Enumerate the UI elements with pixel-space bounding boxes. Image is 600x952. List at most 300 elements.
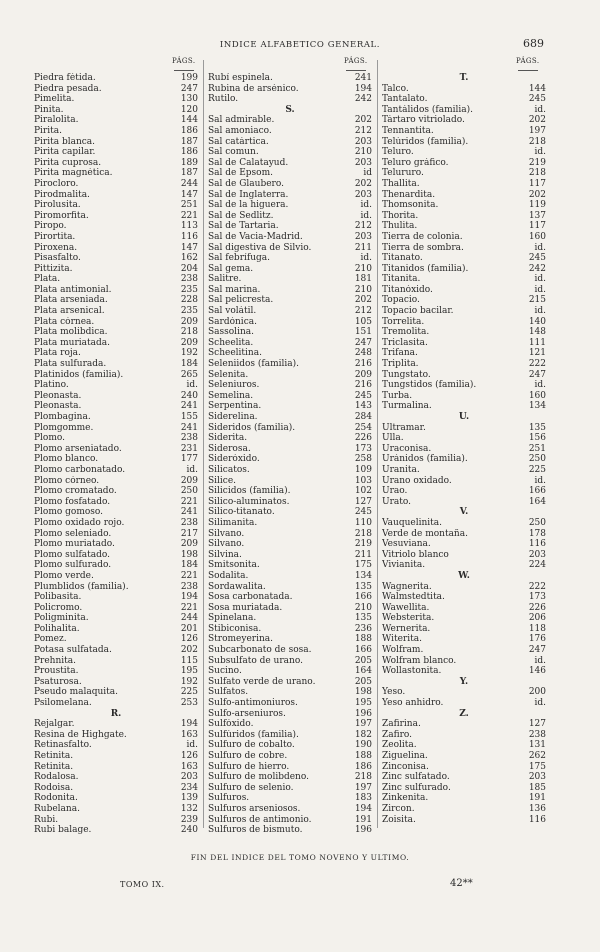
entry-name: Sulfuro de selenio. [208,782,294,793]
entry-name: Psilomelana. [34,698,92,709]
entry-name: Witerita. [382,634,422,645]
entry-name: Sulfatos. [208,687,249,698]
entry-page: 144 [180,115,198,126]
entry-name: Rutilo. [208,94,239,105]
index-entry [382,772,546,783]
index-entry [382,84,546,95]
index-entry [382,518,546,529]
index-entry [34,656,198,667]
index-entry [382,687,546,698]
entry-name: Piedra fétida. [34,73,96,83]
entry-name: Sal amoniaco. [208,125,272,136]
entry-page: 242 [354,94,372,105]
entry-name: Semelina. [208,390,254,401]
entry-name: Zinc sulfatado. [382,772,450,783]
entry-page: 120 [180,104,198,115]
entry-name: Pirita magnética. [34,168,113,179]
index-entry [34,285,198,296]
entry-name: Sal de Epsom. [208,168,273,179]
index-entry [382,751,546,762]
entry-name: Subsulfato de urano. [208,655,303,666]
index-entry [208,550,372,561]
index-entry [208,719,372,730]
entry-page: 250 [528,517,546,528]
index-entry [34,613,198,624]
index-entry [34,762,198,773]
entry-name: Plomo cromatado. [34,486,117,497]
index-entry [382,243,546,254]
index-entry [382,232,546,243]
column-2-pages-label: PÁGS. [344,57,368,65]
index-entry [382,285,546,296]
entry-page: id. [186,740,198,751]
index-entry [34,645,198,656]
index-entry [34,730,198,741]
index-entry [34,698,198,709]
section-letter: T. [459,73,469,83]
index-entry [34,221,198,232]
entry-page: 192 [180,348,198,359]
entry-page: 202 [354,115,372,126]
entry-page: 247 [528,645,546,656]
index-entry [34,370,198,381]
index-entry [382,560,546,571]
entry-name: Titanidos (familia). [382,263,469,274]
index-entry [208,592,372,603]
entry-name: Silico-aluminatos. [208,496,290,507]
entry-page: 197 [354,719,372,730]
entry-page: 156 [528,433,546,444]
index-entry [34,751,198,762]
entry-name: Tungstato. [382,369,431,380]
index-entry [382,645,546,656]
entry-name: Thomsonita. [382,200,439,211]
index-entry [208,740,372,751]
entry-page: 166 [354,592,372,603]
entry-name: Sal de Calatayud. [208,157,289,168]
entry-name: Scheelitina. [208,348,262,359]
entry-page: 234 [180,782,198,793]
index-entry [34,348,198,359]
entry-name: Zinkenita. [382,793,429,804]
index-entry [34,529,198,540]
entry-page: 225 [528,464,546,475]
entry-page: 203 [528,549,546,560]
entry-name: Tierra de colonia. [382,231,463,242]
entry-page: 241 [180,507,198,518]
entry-name: Wawellita. [382,602,430,613]
entry-page: 195 [354,698,372,709]
entry-page: 117 [528,178,546,189]
entry-page: 198 [180,549,198,560]
entry-page: 224 [528,560,546,571]
entry-page: 247 [528,369,546,380]
entry-page: 218 [528,136,546,147]
entry-name: Topacio. [382,295,420,306]
entry-page: 162 [180,253,198,264]
index-entry [208,772,372,783]
entry-page: 144 [528,83,546,94]
entry-page: 200 [528,687,546,698]
entry-name: Plomo. [34,433,66,444]
entry-page: 175 [528,761,546,772]
entry-name: Sal febrífuga. [208,253,270,264]
entry-name: Plomo fosfatado. [34,496,111,507]
index-entry [34,253,198,264]
entry-name: Scheelita. [208,337,254,348]
entry-name: Sal marina. [208,284,261,295]
entry-page: 238 [180,581,198,592]
entry-name: Proustita. [34,666,79,677]
section-letter: Z. [459,708,469,719]
entry-name: Pittizita. [34,263,73,274]
index-entry [208,666,372,677]
index-entry [34,592,198,603]
entry-name: Policromo. [34,602,83,613]
index-entry [34,147,198,158]
index-entry [34,550,198,561]
entry-page: 248 [354,348,372,359]
entry-name: Psaturosa. [34,676,82,687]
index-entry [382,264,546,275]
entry-name: Wolfram blanco. [382,655,457,666]
entry-name: Ulla. [382,433,404,444]
entry-name: Sal digestiva de Silvio. [208,242,312,253]
entry-page: 109 [354,464,372,475]
entry-page: 196 [354,825,372,836]
entry-name: Vivianita. [382,560,426,571]
entry-name: Siderita. [208,433,248,444]
index-entry [208,507,372,518]
entry-name: Rejalgar. [34,719,75,730]
index-entry [34,295,198,306]
entry-page: 241 [180,422,198,433]
entry-page: 206 [528,613,546,624]
entry-page: 211 [354,549,372,560]
index-entry [34,401,198,412]
entry-page: 222 [528,359,546,370]
index-entry [34,804,198,815]
entry-page: 196 [354,708,372,719]
index-entry [34,465,198,476]
index-entry [208,815,372,826]
entry-page: 212 [354,221,372,232]
entry-page: 245 [354,507,372,518]
entry-name: Sal pelicresta. [208,295,274,306]
entry-name: Rubelana. [34,803,80,814]
index-entry [208,253,372,264]
index-entry [208,656,372,667]
entry-page: 228 [180,295,198,306]
index-entry [34,539,198,550]
entry-page: 166 [354,645,372,656]
entry-page: 216 [354,380,372,391]
index-entry [34,518,198,529]
entry-name: Plata roja. [34,348,81,359]
index-entry [208,497,372,508]
entry-name: Pirita cuprosa. [34,157,102,168]
entry-name: Poligminita. [34,613,89,624]
index-entry [208,709,372,720]
index-entry [208,338,372,349]
index-entry [382,94,546,105]
entry-page: 116 [528,539,546,550]
entry-page: 211 [354,242,372,253]
entry-page: 185 [528,782,546,793]
entry-name: Thallita. [382,178,420,189]
entry-name: Zeolita. [382,740,417,751]
index-entry [382,401,546,412]
entry-page: 245 [528,253,546,264]
index-entry [34,825,198,836]
entry-page: 202 [354,178,372,189]
column-divider-2 [377,60,378,828]
entry-name: Plata arseniada. [34,295,108,306]
index-entry [382,539,546,550]
entry-name: Retinita. [34,761,74,772]
entry-page: 127 [354,496,372,507]
entry-name: Tremolita. [382,327,430,338]
index-entry [208,84,372,95]
index-entry [208,243,372,254]
entry-page: 191 [528,793,546,804]
entry-name: Plumblidos (familia). [34,581,129,592]
entry-page: 240 [180,825,198,836]
index-entry [382,200,546,211]
entry-page: 135 [354,613,372,624]
entry-page: 118 [528,623,546,634]
index-entry [34,783,198,794]
entry-page: 244 [180,178,198,189]
column-divider-1 [203,60,204,828]
entry-page: id [363,168,372,179]
entry-page: 102 [354,486,372,497]
entry-name: Vitriolo blanco [382,549,449,560]
index-entry [34,571,198,582]
index-entry [34,740,198,751]
section-letter: R. [110,708,122,719]
index-column-2 [208,73,372,836]
entry-page: 221 [180,570,198,581]
index-entry [382,253,546,264]
entry-name: Sulfato verde de urano. [208,676,316,687]
entry-page: 202 [180,645,198,656]
index-entry [382,793,546,804]
entry-page: id. [360,210,372,221]
entry-page: 250 [180,486,198,497]
index-entry [208,698,372,709]
entry-name: Plomo sulfurado. [34,560,112,571]
index-entry [208,190,372,201]
entry-name: Sucino. [208,666,242,677]
index-entry [34,200,198,211]
index-entry [382,476,546,487]
entry-name: Silice. [208,475,237,486]
section-letter: U. [458,412,470,422]
entry-name: Vauquelinita. [382,517,442,528]
index-entry [34,73,198,84]
entry-page: 148 [528,327,546,338]
entry-name: Platino. [34,380,69,391]
index-entry [382,740,546,751]
entry-name: Sulfúridos (familia). [208,729,299,740]
entry-name: Websterita. [382,613,435,624]
index-entry [208,624,372,635]
entry-name: Trifana. [382,348,418,359]
entry-name: Sulfuros. [208,793,250,804]
entry-name: Pirita capilar. [34,147,96,158]
index-entry [208,476,372,487]
entry-page: 251 [528,443,546,454]
index-entry [208,168,372,179]
index-entry [382,444,546,455]
index-entry [208,317,372,328]
index-entry [382,698,546,709]
entry-name: Tártaro vitriolado. [382,115,465,126]
index-entry [382,158,546,169]
entry-name: Silvina. [208,549,242,560]
entry-name: Sideróxido. [208,454,260,465]
entry-page: 191 [354,814,372,825]
entry-page: 203 [354,189,372,200]
entry-name: Piedra pesada. [34,83,102,94]
entry-name: Sulfuro de cobalto. [208,740,295,751]
index-entry [34,190,198,201]
entry-name: Talco. [382,83,409,94]
entry-name: Triclasita. [382,337,428,348]
index-entry [208,486,372,497]
entry-name: Urao. [382,486,408,497]
entry-page: 221 [180,602,198,613]
entry-page: 186 [180,147,198,158]
entry-page: 244 [180,613,198,624]
entry-name: Siderelina. [208,412,258,422]
entry-page: 127 [528,719,546,730]
entry-name: Platinidos (familia). [34,369,124,380]
entry-page: 177 [180,454,198,465]
entry-page: id. [534,655,546,666]
entry-name: Titanóxido. [382,284,433,295]
index-entry [382,147,546,158]
entry-page: 184 [180,560,198,571]
index-entry [382,221,546,232]
entry-page: 203 [354,136,372,147]
index-entry [382,433,546,444]
entry-page: 188 [354,751,372,761]
entry-name: Sardónica. [208,316,257,327]
entry-page: 231 [180,443,198,454]
entry-page: 134 [354,570,372,581]
entry-page: 241 [354,73,372,83]
entry-name: Siderosa. [208,443,251,454]
index-entry [34,391,198,402]
entry-name: Plata antimonial. [34,284,112,295]
entry-name: Wollastonita. [382,666,442,677]
entry-page: 202 [354,295,372,306]
entry-page: 147 [180,189,198,200]
entry-page: 251 [180,200,198,211]
index-entry [382,804,546,815]
entry-name: Turmalina. [382,401,432,412]
index-entry [208,94,372,105]
entry-name: Zafirina. [382,719,421,730]
entry-page: 221 [180,210,198,221]
entry-name: Sideridos (familia). [208,422,296,433]
entry-page: 194 [354,803,372,814]
entry-name: Sulfo-antimoniuros. [208,698,298,709]
entry-name: Teluro gráfico. [382,157,449,168]
entry-name: Rodalosa. [34,772,79,783]
index-entry [208,539,372,550]
entry-page: 163 [180,761,198,772]
entry-page: 218 [354,528,372,539]
entry-page: 209 [180,337,198,348]
entry-page: 111 [528,337,546,348]
entry-page: 247 [354,337,372,348]
index-entry [382,497,546,508]
entry-name: Silvano. [208,528,245,539]
entry-name: Pleonasta. [34,401,82,412]
entry-page: 175 [354,560,372,571]
entry-page: 245 [528,94,546,105]
entry-name: Pomez. [34,634,67,645]
index-entry [382,274,546,285]
index-entry [208,571,372,582]
entry-name: Plomo seleniado. [34,528,112,539]
entry-name: Silicidos (familia). [208,486,291,497]
index-entry [34,634,198,645]
index-entry [34,603,198,614]
index-entry [34,677,198,688]
index-entry [208,232,372,243]
column-1-pages-label: PÁGS. [172,57,196,65]
entry-page: 164 [528,496,546,507]
entry-page: 186 [180,125,198,136]
entry-name: Tantalato. [382,94,428,105]
index-entry [208,412,372,423]
entry-name: Pirortita. [34,231,76,242]
entry-name: Plata arsenical. [34,306,105,317]
entry-page: 218 [528,168,546,179]
entry-page: 216 [354,359,372,370]
entry-page: 210 [354,147,372,158]
entry-name: Plombagina. [34,412,91,422]
entry-name: Pleonasta. [34,390,82,401]
entry-page: 202 [528,189,546,200]
entry-page: 192 [180,676,198,687]
entry-name: Pirocloro. [34,178,79,189]
entry-page: 217 [180,528,198,539]
entry-name: Triplita. [382,359,419,370]
entry-page: 190 [354,740,372,751]
index-entry [382,168,546,179]
entry-page: 209 [180,539,198,550]
entry-name: Salitre. [208,274,242,285]
entry-page: 116 [180,231,198,242]
entry-name: Polihalita. [34,623,80,634]
entry-page: 238 [180,274,198,285]
entry-page: 186 [354,761,372,772]
entry-page: 126 [180,751,198,761]
entry-page: 195 [180,666,198,677]
section-letter: Y. [459,676,469,687]
entry-page: id. [534,242,546,253]
entry-page: id. [186,464,198,475]
entry-name: Subcarbonato de sosa. [208,645,312,656]
entry-page: 205 [354,655,372,666]
entry-page: 240 [180,390,198,401]
entry-name: Sal admirable. [208,115,275,126]
